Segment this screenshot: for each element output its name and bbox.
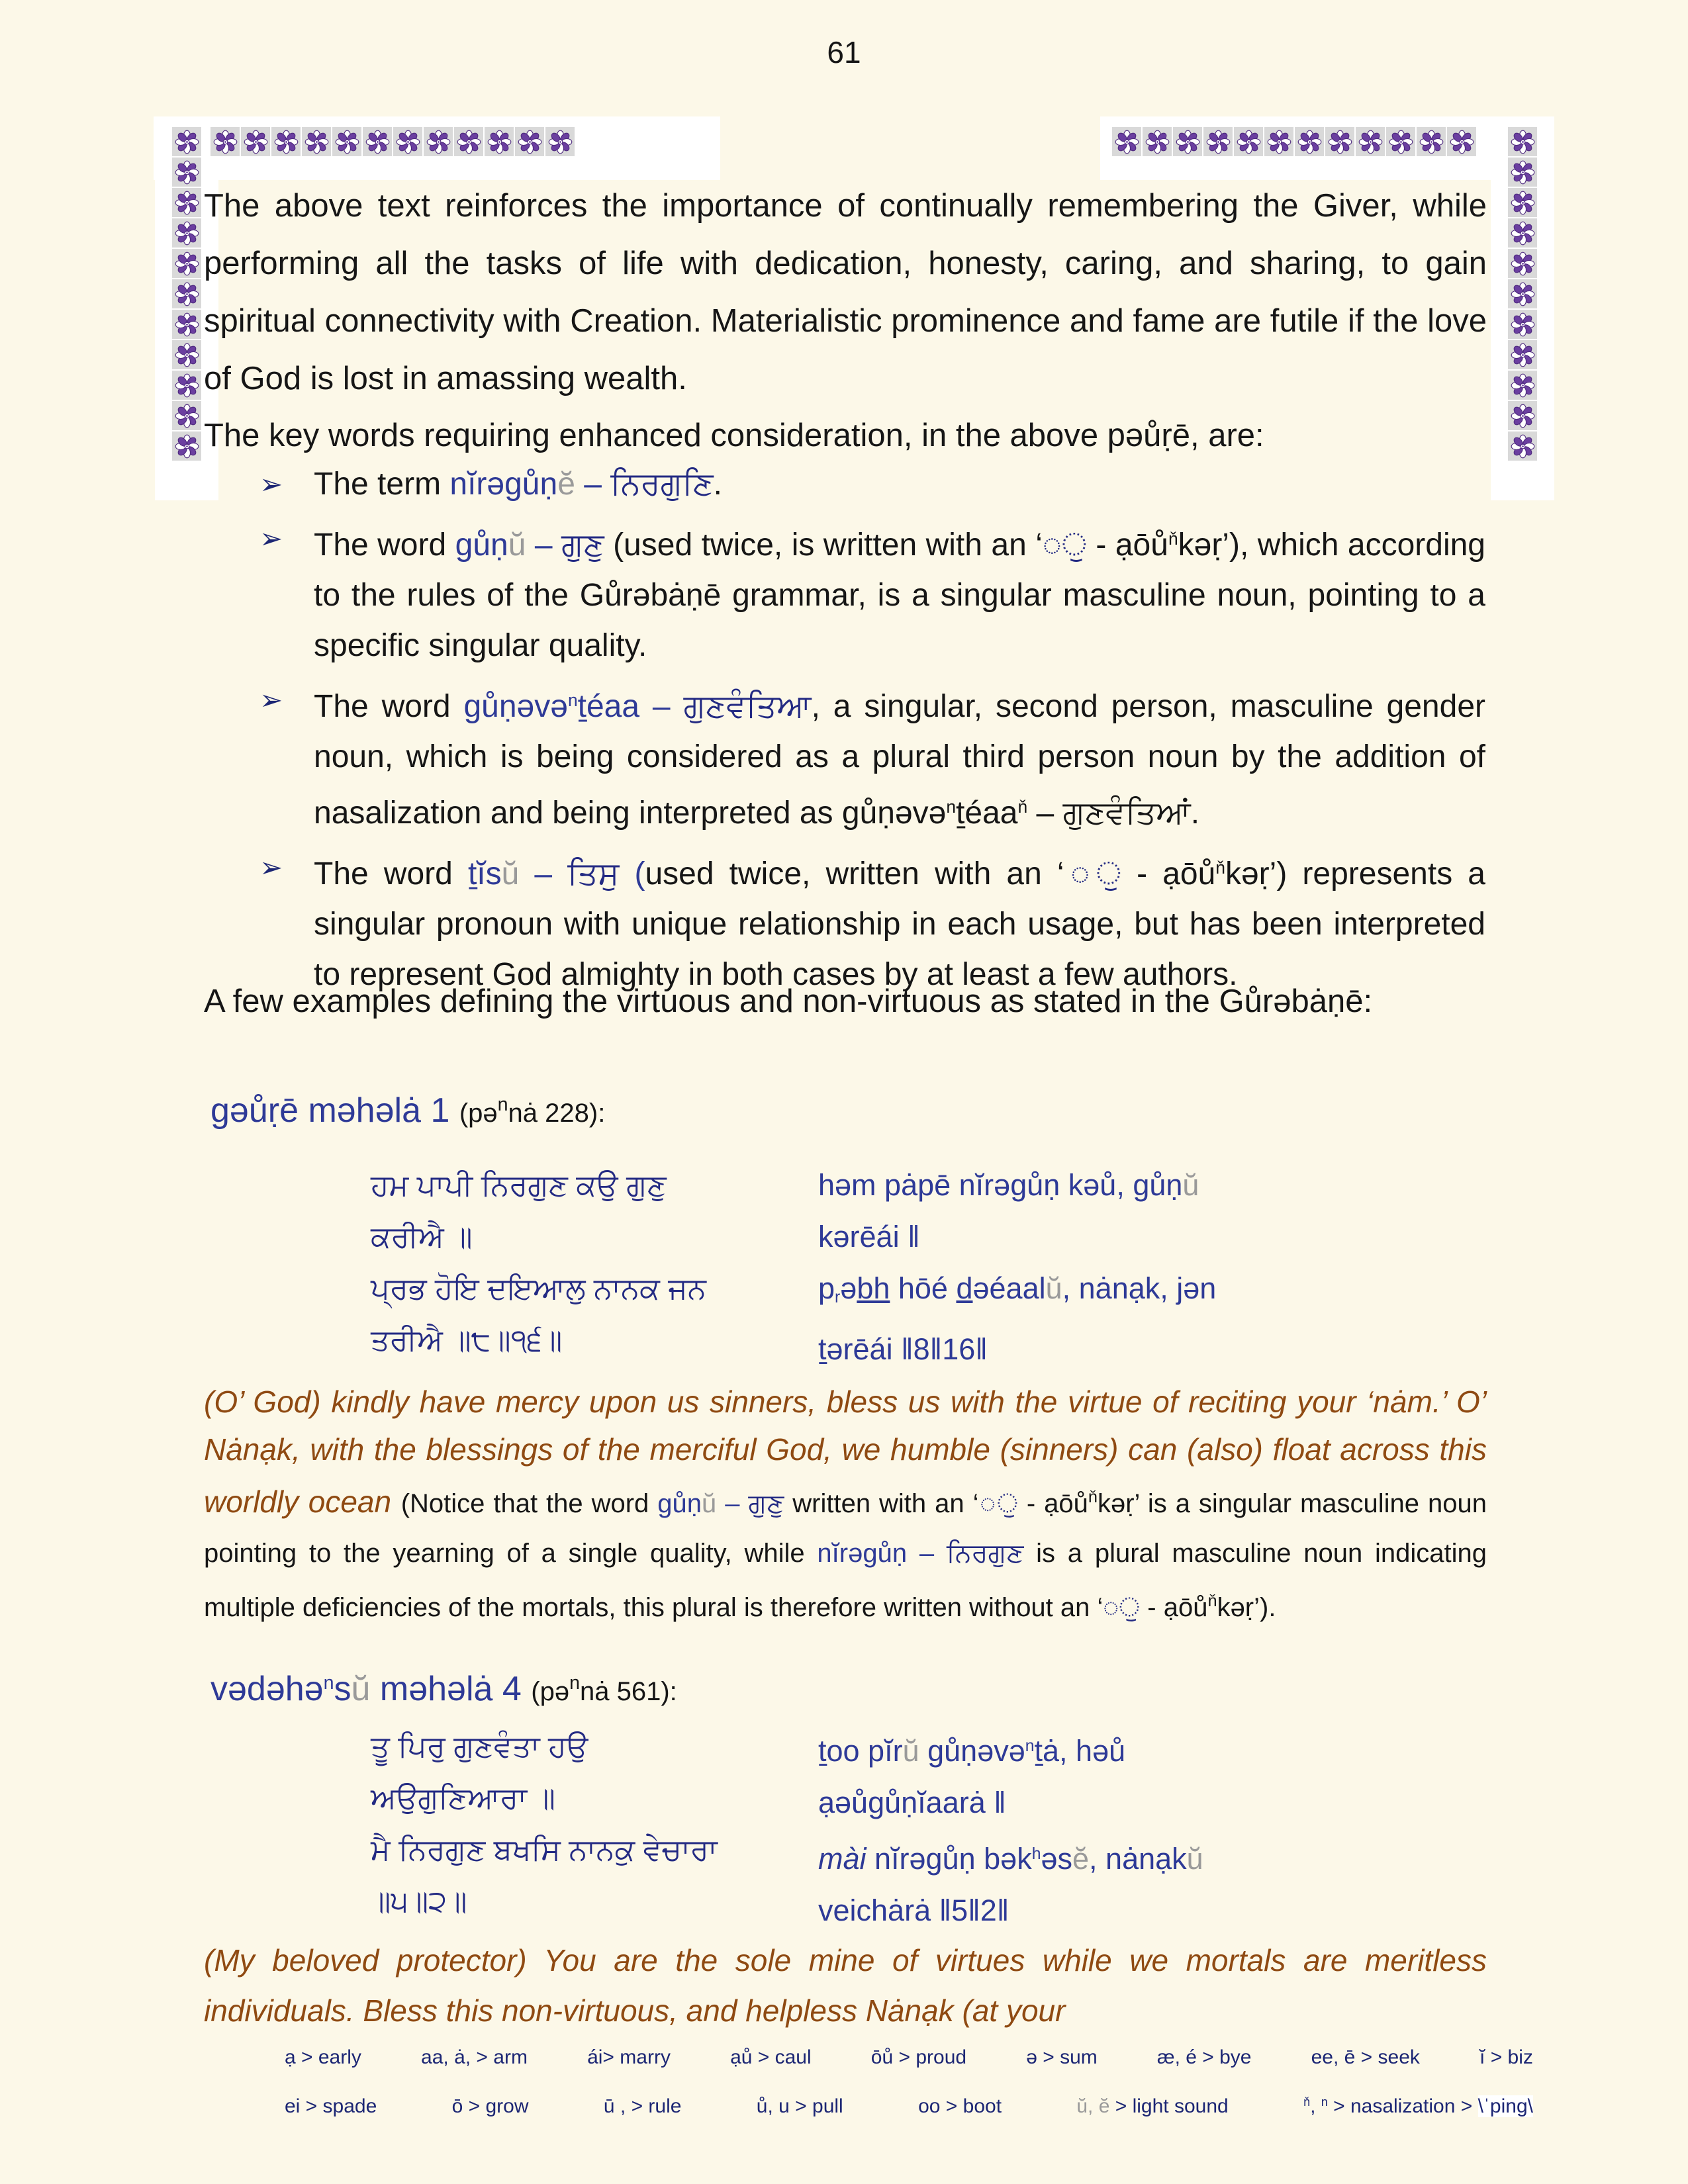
text-segment: ee, ē > seek	[1311, 2046, 1420, 2068]
verse-line: ॥੫॥੨॥	[371, 1884, 467, 1918]
flower-tile	[515, 127, 544, 156]
flower-tile	[172, 188, 201, 217]
flower-icon	[274, 130, 299, 154]
flower-icon	[175, 221, 199, 246]
flower-tile	[1417, 127, 1446, 156]
flower-tile	[1508, 249, 1537, 278]
shabad1-translation	[204, 1378, 1487, 1631]
shabad2-heading	[211, 1669, 677, 1709]
text-segment: ◌ੁ	[1064, 856, 1122, 892]
pronunciation-item	[1076, 2095, 1228, 2118]
text-segment: ŭ	[1182, 1168, 1199, 1202]
text-segment: .	[713, 467, 722, 502]
text-segment: veichȧrȧ ‖5‖2‖	[818, 1893, 1009, 1927]
flower-tile	[1508, 371, 1537, 400]
bullet-arrow-icon: ➢	[259, 852, 283, 884]
text-segment: ōů > proud	[870, 2046, 967, 2068]
flower-tile	[485, 127, 514, 156]
pronunciation-key	[285, 2046, 1533, 2118]
text-segment: –	[526, 527, 561, 563]
pronunciation-item	[757, 2095, 843, 2118]
text-segment: kəṛ’) represents a singular pronoun with unique relationship in each usage, but has been interpreted to represent God almighty in both cases by at least a few authors.	[314, 856, 1485, 993]
flower-icon	[175, 160, 199, 185]
text-segment: ṯərēái ‖8‖16‖	[818, 1332, 988, 1367]
text-segment: (My beloved protector) You are the sole mine of virtues while we mortals are meritless individuals. Bless this non-virtuous, and helpless Nȧnạk (at your	[204, 1943, 1487, 2028]
verse-line: ਪ੍ਰਭ ਹੋਇ ਦਇਆਲੁ ਨਾਨਕ ਜਨ	[371, 1271, 706, 1305]
flower-icon	[175, 434, 199, 459]
text-segment: (O’ God) kindly have mercy upon us sinners, bless us with the virtue of reciting your ‘nȧm.’ O’ Nȧnạk, with the blessings of the merciful God, we humble (sinners) can (also) float across this worldly ocean	[204, 1385, 1487, 1520]
text-segment: - ạōů	[1121, 856, 1216, 892]
pronunciation-item	[871, 2046, 966, 2069]
text-segment: ṯéaa	[956, 796, 1018, 831]
flower-tile	[1508, 158, 1537, 187]
flower-tile	[211, 127, 240, 156]
text-segment: - ạōů	[1140, 1593, 1208, 1623]
flower-tile	[172, 279, 201, 308]
verse-line	[818, 1160, 1348, 1211]
text-segment: h	[1031, 1844, 1041, 1863]
flower-tile	[332, 127, 361, 156]
text-segment: mài	[818, 1841, 867, 1876]
text-segment: ਗੁਣਵੰਤਿਆ	[683, 688, 812, 724]
flower-tile	[1173, 127, 1202, 156]
text-segment: nĭrəgůṇ	[817, 1539, 908, 1569]
text-segment: ਨਿਰਗੁਣਿ	[610, 467, 714, 502]
bullet-item-niragune	[259, 459, 1485, 510]
text-segment: hōé	[890, 1271, 957, 1305]
pronunciation-item	[1157, 2046, 1252, 2069]
flower-icon	[175, 191, 199, 215]
text-segment: written with an ‘	[784, 1489, 979, 1519]
flower-icon	[1511, 160, 1535, 185]
flower-icon	[1358, 130, 1383, 154]
text-segment: ạ > early	[285, 2046, 361, 2068]
text-segment: kəṛ’ is a singular masculine noun pointing to the yearning of a single quality, while	[204, 1489, 1487, 1569]
flower-icon	[1511, 373, 1535, 398]
text-segment: –	[575, 467, 611, 502]
flower-tile	[1356, 127, 1385, 156]
bullet-arrow-icon: ➢	[259, 523, 283, 554]
text-segment: ṯȧ, həů	[1034, 1733, 1126, 1768]
flower-tile	[1295, 127, 1324, 156]
pronunciation-item	[587, 2046, 671, 2069]
pronunciation-item	[452, 2095, 529, 2118]
bullet-item-gunavantea	[259, 675, 1485, 839]
text-segment: n	[567, 690, 578, 710]
flower-tile	[172, 432, 201, 461]
flower-border-top-right	[1112, 127, 1476, 156]
text-segment: aa, ȧ, > arm	[421, 2046, 528, 2068]
flower-icon	[335, 130, 359, 154]
flower-tile	[241, 127, 270, 156]
text-segment: > nasalization >	[1327, 2095, 1478, 2117]
text-segment: , a singular, second person, masculine gender noun, which is being considered as a plural third person noun by the addition of nasalization and being interpreted as gůṇəvə	[314, 688, 1485, 831]
text-segment: ạů > caul	[730, 2046, 812, 2068]
text-segment: ĭ > biz	[1479, 2046, 1533, 2068]
shabad2-gurmukhi-column	[371, 1721, 808, 1927]
bullet-list	[259, 459, 1485, 1004]
verse-line: ਹਮ ਪਾਪੀ ਨਿਰਗੁਣ ਕਉ ਗੁਣੁ	[371, 1168, 667, 1202]
flower-icon	[1297, 130, 1322, 154]
verse-line: ਤਰੀਐ ॥੮॥੧੬॥	[371, 1323, 563, 1357]
page-number: 61	[827, 35, 861, 69]
flower-tile	[172, 340, 201, 369]
flower-tile	[1508, 188, 1537, 217]
flower-tile	[1264, 127, 1293, 156]
flower-icon	[1176, 130, 1200, 154]
text-segment: ਨਿਰਗੁਣ	[946, 1539, 1024, 1569]
text-segment: kərēái ‖	[818, 1220, 920, 1253]
text-segment: \ˈping\	[1477, 2095, 1533, 2117]
text-segment: (Notice that the word	[400, 1489, 658, 1519]
text-segment: gəůṛē məhəlȧ 1	[211, 1091, 459, 1130]
flower-icon	[396, 130, 420, 154]
flower-border-right	[1508, 127, 1537, 461]
text-segment: oo > boot	[918, 2095, 1002, 2117]
text-segment: n	[1321, 2095, 1328, 2109]
text-segment: , nȧnạk	[1089, 1841, 1187, 1876]
text-segment: The word	[314, 856, 468, 892]
text-segment: ਗੁਣਵੰਤਿਆਂ	[1062, 796, 1191, 831]
text-segment: ái> marry	[587, 2046, 671, 2068]
text-segment: vədəhə	[211, 1670, 324, 1708]
flower-icon	[1115, 130, 1139, 154]
flower-icon	[175, 251, 199, 276]
text-segment: ạəůgůṇĭaarȧ ‖	[818, 1785, 1006, 1819]
text-segment: gůṇ	[455, 527, 508, 563]
flower-icon	[305, 130, 329, 154]
text-segment: n	[497, 1093, 508, 1115]
flower-icon	[1511, 221, 1535, 246]
text-segment: The word	[314, 527, 455, 563]
text-segment: ŭ	[501, 856, 520, 892]
shabad1-transliteration-column	[818, 1160, 1348, 1375]
bullet-text	[314, 856, 1485, 992]
text-segment: æ, é > bye	[1156, 2046, 1252, 2068]
text-segment: p	[818, 1271, 835, 1305]
flower-tile	[424, 127, 453, 156]
text-segment: nĭrəgůṇ bək	[866, 1841, 1032, 1876]
text-segment: –	[1027, 796, 1063, 831]
bullet-text	[314, 467, 722, 502]
shabad1-heading	[211, 1091, 605, 1130]
pronunciation-key-row1	[285, 2046, 1533, 2069]
flower-tile	[172, 371, 201, 400]
flower-icon	[175, 373, 199, 398]
text-segment: ĕ	[557, 467, 575, 502]
flower-icon	[175, 404, 199, 428]
text-segment: gůṇəvə	[463, 688, 568, 724]
text-segment: ਤਿਸੁ	[567, 856, 620, 892]
text-segment: ◌ੁ	[1042, 527, 1087, 563]
text-segment: > light sound	[1115, 2095, 1229, 2117]
flower-border-top-left	[211, 127, 575, 156]
flower-tile	[1508, 279, 1537, 308]
flower-tile	[1508, 310, 1537, 339]
flower-icon	[1206, 130, 1231, 154]
flower-icon	[548, 130, 573, 154]
flower-icon	[365, 130, 390, 154]
flower-tile	[363, 127, 392, 156]
text-segment: (pə	[531, 1677, 570, 1706]
pronunciation-key-row2	[285, 2095, 1533, 2118]
text-segment: ŭ	[1186, 1841, 1203, 1876]
bullet-arrow-icon: ➢	[259, 469, 283, 500]
flower-icon	[1511, 343, 1535, 367]
flower-tile	[1386, 127, 1415, 156]
verse-line	[818, 1324, 1348, 1375]
verse-line	[818, 1829, 1348, 1885]
flower-tile	[1112, 127, 1141, 156]
flower-icon	[175, 130, 199, 154]
flower-tile	[172, 249, 201, 278]
text-segment: ṯéaa	[577, 688, 640, 724]
text-segment: ŭ	[351, 1670, 371, 1708]
text-segment: bh	[857, 1271, 890, 1305]
text-segment: ə > sum	[1026, 2046, 1098, 2068]
text-segment: –	[716, 1489, 749, 1519]
bullet-text	[314, 689, 1485, 831]
text-segment: ū , > rule	[603, 2095, 682, 2117]
flower-tile	[172, 158, 201, 187]
keywords-line: The key words requiring enhanced consideration, in the above pəůṛē, are:	[204, 418, 1264, 453]
text-segment: kəṛ’).	[1217, 1593, 1276, 1623]
flower-icon	[1389, 130, 1413, 154]
text-segment: məhəlȧ 4	[370, 1670, 532, 1708]
text-segment: (used twice, is written with an ‘	[604, 527, 1043, 563]
text-segment: –	[907, 1539, 947, 1569]
flower-tile	[302, 127, 331, 156]
flower-tile	[271, 127, 301, 156]
text-segment: ◌ੁ	[1103, 1593, 1141, 1623]
text-segment: used twice, written with an ‘	[645, 856, 1064, 892]
bullet-arrow-icon: ➢	[259, 684, 283, 715]
text-segment: ĕ	[1072, 1841, 1090, 1876]
text-segment: - ạōů	[1087, 527, 1168, 563]
text-segment: gůṇəvə	[919, 1733, 1025, 1768]
text-segment: ň	[1303, 2095, 1311, 2109]
flower-icon	[457, 130, 481, 154]
flower-icon	[1511, 404, 1535, 428]
flower-tile	[1234, 127, 1263, 156]
text-segment: həm pȧpē nĭrəgůṇ kəů, gůṇ	[818, 1168, 1183, 1202]
text-segment: ,	[1310, 2095, 1321, 2117]
flower-tile	[172, 218, 201, 248]
flower-tile	[1508, 401, 1537, 430]
flower-icon	[1450, 130, 1474, 154]
flower-icon	[1511, 312, 1535, 337]
text-segment: n	[569, 1672, 580, 1694]
verse-line: ਮੈ ਨਿਰਗੁਣ ਬਖਸਿ ਨਾਨਕੁ ਵੇਚਾਰਾ	[371, 1833, 718, 1866]
text-segment: ň	[1168, 529, 1178, 549]
text-segment: The word	[314, 688, 464, 724]
flower-tile	[1143, 127, 1172, 156]
text-segment: is a plural masculine noun indicating multiple deficiencies of the mortals, this plural is therefore written without an ‘	[204, 1539, 1487, 1623]
text-segment: r	[835, 1289, 841, 1307]
intro-paragraph: The above text reinforces the importance of continually remembering the Giver, while performing all the tasks of life with dedication, honesty, caring, and sharing, to gain spiritual connectivity with Creation. Materialistic prominence and fame are futile if the love of God is lost in amassing wealth.	[204, 188, 1487, 396]
verse-line: ਕਰੀਐ ॥	[371, 1220, 473, 1253]
flower-icon	[244, 130, 268, 154]
text-segment: ň	[1207, 1592, 1217, 1611]
bullet-item-gunu	[259, 514, 1485, 671]
flower-icon	[175, 312, 199, 337]
text-segment: nȧ 228):	[508, 1099, 606, 1128]
text-segment: ů, u > pull	[756, 2095, 843, 2117]
flower-icon	[213, 130, 238, 154]
text-segment: n	[946, 797, 957, 817]
flower-icon	[1328, 130, 1352, 154]
pronunciation-item	[1479, 2046, 1533, 2069]
verse-line	[818, 1211, 1348, 1263]
text-segment: ŭ	[902, 1733, 919, 1768]
examples-intro: A few examples defining the virtuous and non-virtuous as stated in the Gůrəbȧṇē:	[204, 983, 1373, 1019]
text-segment: ə	[840, 1271, 857, 1305]
verse-line	[818, 1885, 1348, 1936]
text-segment: ਗੁਣੁ	[748, 1489, 784, 1519]
text-segment: s	[334, 1670, 352, 1708]
pronunciation-item	[285, 2095, 377, 2118]
pronunciation-item	[1026, 2046, 1098, 2069]
text-segment: The term	[314, 467, 450, 502]
verse-line	[818, 1777, 1348, 1829]
text-segment: ŭ, ĕ	[1076, 2095, 1115, 2117]
verse-line	[818, 1721, 1348, 1777]
text-segment: ŭ	[702, 1489, 717, 1519]
text-segment: kəṛ’), which according to the rules of the Gůrəbȧṇē grammar, is a singular masculine noun, pointing to a specific singular quality.	[314, 527, 1485, 663]
flower-icon	[175, 282, 199, 306]
flower-tile	[1203, 127, 1233, 156]
text-segment: –	[639, 688, 684, 724]
text-segment: - ạōů	[1017, 1489, 1088, 1519]
text-segment: ṯĭs	[467, 856, 502, 892]
flower-icon	[1511, 251, 1535, 276]
verse-line: ਅਉਗੁਣਿਆਰਾ ॥	[371, 1781, 555, 1815]
text-segment: əs	[1041, 1841, 1072, 1876]
text-segment: ň	[1017, 797, 1028, 817]
flower-tile	[545, 127, 575, 156]
pronunciation-item	[918, 2095, 1002, 2118]
flower-icon	[518, 130, 542, 154]
flower-tile	[172, 401, 201, 430]
text-segment: ň	[1215, 858, 1225, 878]
flower-icon	[426, 130, 451, 154]
flower-tile	[172, 310, 201, 339]
text-segment: n	[323, 1672, 334, 1694]
pronunciation-item	[1311, 2046, 1420, 2069]
verse-line	[818, 1263, 1348, 1324]
flower-tile	[1447, 127, 1476, 156]
text-segment: nȧ 561):	[579, 1677, 677, 1706]
pronunciation-item	[421, 2046, 528, 2069]
text-segment: ō > grow	[451, 2095, 529, 2117]
text-segment: –	[519, 856, 568, 892]
text-segment: n	[1025, 1737, 1035, 1755]
flower-tile	[1508, 127, 1537, 156]
flower-icon	[1511, 434, 1535, 459]
flower-tile	[172, 127, 201, 156]
flower-icon	[487, 130, 512, 154]
verse-line: ਤੂ ਪਿਰੁ ਗੁਣਵੰਤਾ ਹਉ	[371, 1729, 588, 1763]
text-segment: ei > spade	[285, 2095, 377, 2117]
flower-icon	[1237, 130, 1261, 154]
bullet-text	[314, 527, 1485, 663]
shabad2-transliteration-column	[818, 1721, 1348, 1936]
flower-icon	[1511, 282, 1535, 306]
text-segment: ◌ੁ	[978, 1489, 1018, 1519]
flower-tile	[393, 127, 422, 156]
text-segment: .	[1190, 796, 1200, 831]
flower-icon	[1511, 130, 1535, 154]
pronunciation-item	[285, 2046, 361, 2069]
text-segment: (pə	[459, 1099, 498, 1128]
flower-tile	[1508, 218, 1537, 248]
pronunciation-item	[604, 2095, 682, 2118]
flower-icon	[1419, 130, 1444, 154]
text-segment: nĭrəgůṇ	[449, 467, 558, 502]
flower-icon	[1511, 191, 1535, 215]
flower-tile	[1508, 432, 1537, 461]
text-segment: ň	[1088, 1488, 1098, 1506]
shabad2-translation	[204, 1935, 1487, 2036]
flower-icon	[1145, 130, 1170, 154]
pronunciation-item	[1303, 2095, 1533, 2118]
text-segment: ṯoo pĭr	[818, 1733, 903, 1768]
text-segment: (	[619, 856, 645, 892]
text-segment: , nȧnạk, jən	[1062, 1271, 1217, 1305]
shabad1-gurmukhi-column	[371, 1160, 808, 1366]
text-segment: əéaal	[972, 1271, 1046, 1305]
flower-icon	[1267, 130, 1291, 154]
text-segment: gůṇ	[657, 1489, 702, 1519]
text-segment: ਗੁਣੁ	[561, 527, 604, 563]
flower-icon	[175, 343, 199, 367]
text-segment: ŭ	[1045, 1271, 1062, 1305]
flower-tile	[1325, 127, 1354, 156]
text-segment: ŭ	[508, 527, 526, 563]
flower-tile	[454, 127, 483, 156]
text-segment: d	[956, 1271, 973, 1305]
flower-tile	[1508, 340, 1537, 369]
pronunciation-item	[730, 2046, 812, 2069]
flower-border-left	[172, 127, 201, 461]
